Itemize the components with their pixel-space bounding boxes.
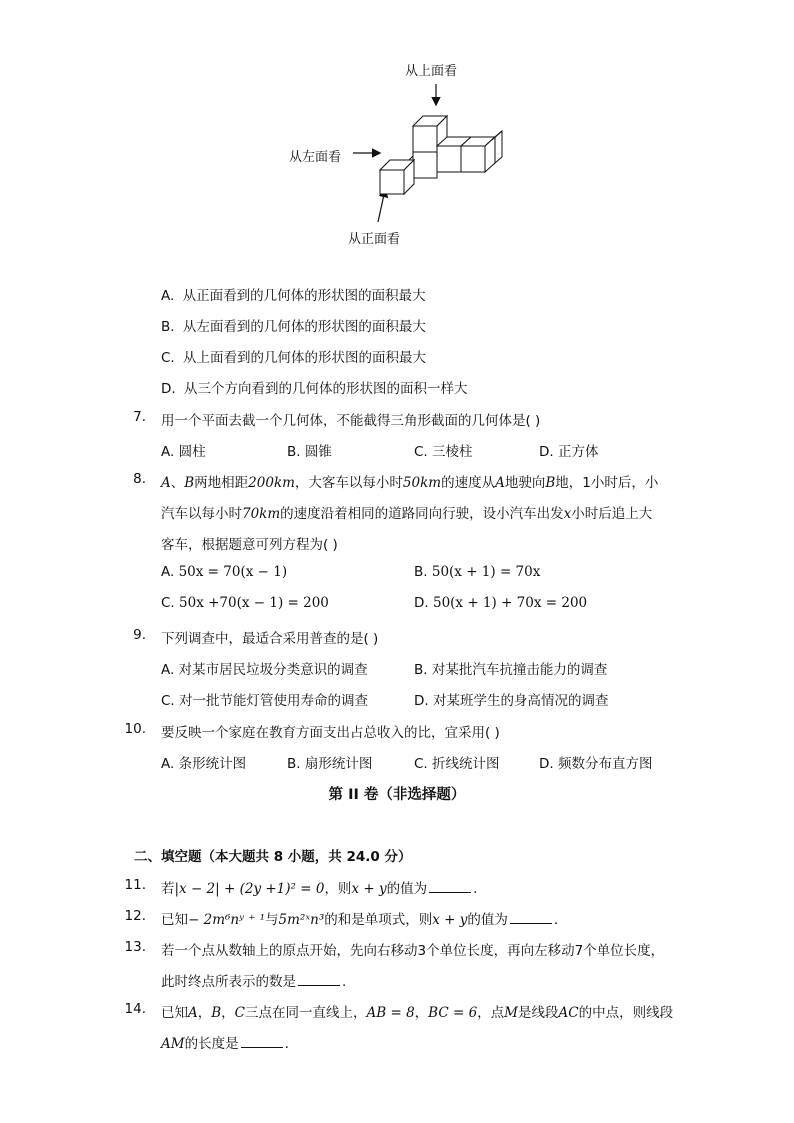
option-letter: D. [414,595,429,611]
option-letter: C. [414,756,428,772]
q8-stem-line1 [161,471,658,491]
segment-ac: AC [558,1005,579,1021]
var-a: A [495,475,505,491]
option-text: 圆柱 [178,444,206,460]
section2-heading: 二、填空题（本大题共 8 小题，共 24.0 分） [134,849,412,865]
q14-stem-line2 [161,1032,289,1052]
var-a: A [161,475,171,491]
term-1: − 2m⁶nʸ ⁺ ¹ [188,912,266,928]
expression: x + y [351,881,387,897]
term-2: 5m²ˣn³ [278,912,325,928]
option-letter: A. [161,288,175,304]
option-letter: C. [161,595,175,611]
text: 地，1小时后，小 [555,475,659,491]
option-text: 三棱柱 [432,444,473,460]
q7-number: 7. [133,409,146,425]
option-letter: B. [414,564,428,580]
option-text: 50x = 70(x − 1) [178,564,288,580]
option-text: 对某班学生的身高情况的调查 [432,693,609,709]
q6-option-a[interactable] [161,284,426,304]
text: 两地相距 [194,475,249,491]
q9-option-d[interactable] [414,689,608,709]
text: 地驶向 [504,475,546,491]
cubes [380,116,502,194]
q14-number: 14. [124,1001,146,1017]
text: 已知 [161,1005,188,1021]
option-letter: A. [161,662,175,678]
option-text: 折线统计图 [432,756,500,772]
q8-stem-line3: 客车，根据题意可列方程为( ) [161,537,338,553]
q14-stem-line1 [161,1001,673,1021]
option-letter: D. [161,381,176,397]
text: 的中点，则线段 [578,1005,674,1021]
text: 此时终点所表示的数是 [161,974,296,990]
text: ，则 [324,881,352,897]
option-text: 50(x + 1) + 70x = 200 [432,595,588,611]
q9-stem: 下列调查中，最适合采用普查的是( ) [161,631,379,647]
option-letter: B. [161,319,175,335]
text: 的速度从 [441,475,496,491]
q11-number: 11. [124,877,146,893]
option-letter: D. [539,756,554,772]
text: 是线段 [517,1005,559,1021]
label-top-view: 从上面看 [405,64,458,79]
option-letter: C. [414,444,428,460]
cube-figure [0,0,794,260]
text: . [342,974,347,990]
label-front-view: 从正面看 [348,232,401,247]
q8-option-a[interactable] [161,564,287,580]
speed-car: 70km [242,506,281,522]
point-c: C [234,1005,246,1021]
q12-stem [161,908,558,928]
q12-number: 12. [124,908,146,924]
option-letter: A. [161,756,175,772]
text: ，大客车以每小时 [294,475,403,491]
option-text: 从上面看到的几何体的形状图的面积最大 [183,350,427,366]
q8-option-b[interactable] [414,564,540,580]
point-b: B [211,1005,222,1021]
point-m: M [504,1005,518,1021]
text: 的速度沿着相同的道路同向行驶，设小汽车出发 [280,506,564,522]
option-text: 从正面看到的几何体的形状图的面积最大 [182,288,426,304]
q9-option-a[interactable] [161,658,368,678]
q10-stem: 要反映一个家庭在教育方面支出占总收入的比，宜采用( ) [161,725,500,741]
q11-stem [161,877,477,897]
option-text: 50x +70(x − 1) = 200 [179,595,329,611]
label-left-view: 从左面看 [289,150,342,165]
text: 、 [170,475,185,491]
q9-option-c[interactable] [161,689,368,709]
option-letter: A. [161,444,175,460]
option-letter: B. [287,444,301,460]
option-text: 正方体 [557,444,599,460]
q8-number: 8. [133,471,146,487]
text: 三点在同一直线上， [245,1005,367,1021]
segment-bc: BC = 6 [428,1005,478,1021]
var-x: x [563,506,572,522]
answer-blank[interactable] [298,972,340,986]
text: 的和是单项式，则 [324,912,433,928]
q7-option-d[interactable] [539,440,598,460]
q8-stem-line2 [161,502,652,522]
option-text: 对一批节能灯管使用寿命的调查 [179,693,369,709]
var-b: B [545,475,556,491]
text: ， [197,1005,212,1021]
text: . [553,912,559,928]
option-letter: D. [539,444,554,460]
text: ， [221,1005,235,1021]
q9-number: 9. [133,627,146,643]
option-text: 条形统计图 [178,756,247,772]
option-text: 从三个方向看到的几何体的形状图的面积一样大 [183,381,468,397]
option-letter: C. [161,693,175,709]
speed-bus: 50km [402,475,442,491]
q10-option-d[interactable] [539,752,652,772]
arrow-front [378,190,385,222]
option-text: 对某批汽车抗撞击能力的调查 [431,662,608,678]
q7-option-a[interactable] [161,440,206,460]
q13-stem-line2 [161,970,346,990]
segment-am: AM [161,1036,185,1052]
text: . [473,881,478,897]
text: 汽车以每小时 [161,506,242,522]
q9-option-b[interactable] [414,658,607,678]
q7-option-b[interactable] [287,440,332,460]
answer-blank[interactable] [241,1034,283,1048]
text: ，点 [477,1005,505,1021]
expression: x + y [432,912,468,928]
text: 若 [161,881,175,897]
option-letter: B. [414,662,428,678]
q8-option-d[interactable] [414,595,587,611]
q13-stem-line1: 若一个点从数轴上的原点开始，先向右移动3个单位长度，再向左移动7个单位长度， [161,943,665,959]
var-b: B [184,475,195,491]
q6-option-d[interactable] [161,377,467,397]
text: ， [414,1005,429,1021]
option-text: 扇形统计图 [304,756,373,772]
text: 的长度是 [184,1036,239,1052]
q10-option-a[interactable] [161,752,246,772]
q10-option-b[interactable] [287,752,372,772]
text: 小时后追上大 [571,506,653,522]
option-letter: B. [287,756,301,772]
q6-option-b[interactable] [161,315,426,335]
part2-title: 第 II 卷（非选择题） [328,787,466,803]
text: 已知 [161,912,188,928]
option-text: 对某市居民垃圾分类意识的调查 [178,662,368,678]
option-letter: C. [161,350,175,366]
q6-option-c[interactable] [161,346,426,366]
segment-ab: AB = 8 [366,1005,415,1021]
option-letter: D. [414,693,429,709]
text: 的值为 [467,912,508,928]
text: . [284,1036,289,1052]
option-text: 频数分布直方图 [557,756,653,772]
option-text: 圆锥 [304,444,332,460]
q10-number: 10. [124,721,146,737]
q7-option-c[interactable] [414,440,473,460]
point-a: A [188,1005,198,1021]
answer-blank[interactable] [429,879,471,893]
q13-number: 13. [124,939,146,955]
distance: 200km [248,475,295,491]
option-text: 50(x + 1) = 70x [431,564,541,580]
text: 与 [265,912,279,928]
q10-option-c[interactable] [414,752,500,772]
option-text: 从左面看到的几何体的形状图的面积最大 [182,319,426,335]
option-letter: A. [161,564,175,580]
q7-stem: 用一个平面去截一个几何体，不能截得三角形截面的几何体是( ) [161,413,541,429]
q8-option-c[interactable] [161,595,329,611]
text: 的值为 [386,881,428,897]
answer-blank[interactable] [510,910,552,924]
equation: |x − 2| + (2y +1)² = 0 [174,881,325,897]
